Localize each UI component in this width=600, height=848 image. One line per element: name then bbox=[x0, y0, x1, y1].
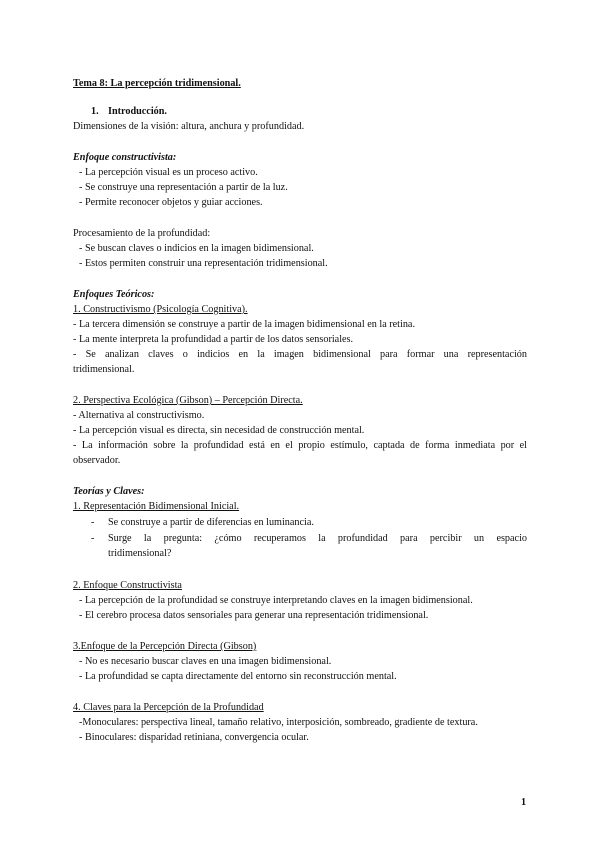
section-title: 2. Enfoque Constructivista bbox=[73, 580, 182, 591]
list-item-continuation: tridimensional. bbox=[73, 364, 135, 375]
list-item: - La información sobre la profundidad está en el propio estímulo, captada de forma inmediata por el bbox=[73, 440, 527, 451]
list-item: - La percepción visual es directa, sin necesidad de construcción mental. bbox=[73, 425, 365, 436]
list-item: - Estos permiten construir una representación tridimensional. bbox=[79, 258, 328, 269]
list-item: - Se analizan claves o indicios en la imagen bidimensional para formar una representación bbox=[73, 349, 527, 360]
list-item: - Binoculares: disparidad retiniana, convergencia ocular. bbox=[79, 732, 309, 743]
bullet-dash: - bbox=[91, 517, 95, 528]
section-title: 2. Perspectiva Ecológica (Gibson) – Percepción Directa. bbox=[73, 395, 303, 406]
enfoque-constructivista-heading: Enfoque constructivista: bbox=[73, 152, 177, 163]
teorias-heading: Teorías y Claves: bbox=[73, 486, 145, 497]
intro-heading: Introducción. bbox=[108, 106, 167, 117]
list-item: - No es necesario buscar claves en una imagen bidimensional. bbox=[79, 656, 332, 667]
list-item-continuation: tridimensional? bbox=[108, 548, 172, 559]
section-title: 1. Constructivismo (Psicología Cognitiva). bbox=[73, 304, 248, 315]
intro-number: 1. bbox=[91, 106, 99, 117]
enfoques-teoricos-heading: Enfoques Teóricos: bbox=[73, 289, 155, 300]
list-item: - La profundidad se capta directamente del entorno sin reconstrucción mental. bbox=[79, 671, 397, 682]
bullet-dash: - bbox=[91, 533, 95, 544]
intro-text: Dimensiones de la visión: altura, anchura y profundidad. bbox=[73, 121, 305, 132]
list-item: - Alternativa al constructivismo. bbox=[73, 410, 205, 421]
list-item: - La tercera dimensión se construye a partir de la imagen bidimensional en la retina. bbox=[73, 319, 415, 330]
list-item-continuation: observador. bbox=[73, 455, 121, 466]
section-title: 4. Claves para la Percepción de la Profundidad bbox=[73, 702, 264, 713]
list-item: Se construye a partir de diferencias en luminancia. bbox=[108, 517, 314, 528]
section-title: 1. Representación Bidimensional Inicial. bbox=[73, 501, 240, 512]
list-item: - Permite reconocer objetos y guiar acciones. bbox=[79, 197, 263, 208]
list-item: -Monoculares: perspectiva lineal, tamaño relativo, interposición, sombreado, gradiente de textura. bbox=[79, 717, 478, 728]
list-item: - La percepción visual es un proceso activo. bbox=[79, 167, 258, 178]
list-item: - La mente interpreta la profundidad a partir de los datos sensoriales. bbox=[73, 334, 354, 345]
list-item: - La percepción de la profundidad se construye interpretando claves en la imagen bidimensional. bbox=[79, 595, 473, 606]
section-title: 3.Enfoque de la Percepción Directa (Gibson) bbox=[73, 641, 257, 652]
procesamiento-heading: Procesamiento de la profundidad: bbox=[73, 228, 211, 239]
page-number: 1 bbox=[521, 797, 527, 808]
list-item: Surge la pregunta: ¿cómo recuperamos la profundidad para percibir un espacio bbox=[108, 533, 527, 544]
list-item: - Se buscan claves o indicios en la imagen bidimensional. bbox=[79, 243, 314, 254]
page-title: Tema 8: La percepción tridimensional. bbox=[73, 78, 241, 89]
list-item: - El cerebro procesa datos sensoriales para generar una representación tridimensional. bbox=[79, 610, 429, 621]
list-item: - Se construye una representación a partir de la luz. bbox=[79, 182, 288, 193]
